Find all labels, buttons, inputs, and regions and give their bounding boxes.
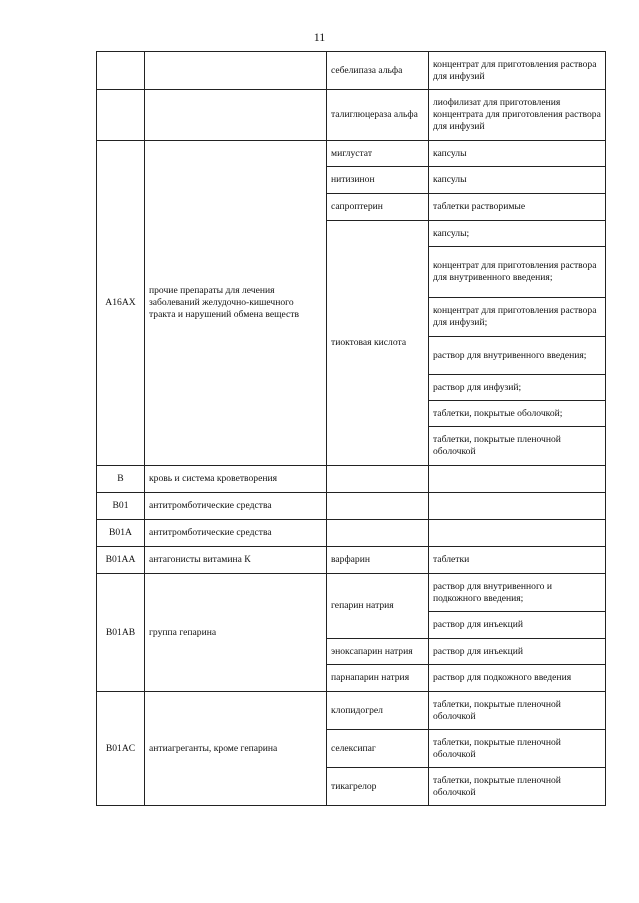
form-cell: раствор для инъекций: [429, 612, 606, 639]
form-cell: раствор для инфузий;: [429, 375, 606, 401]
form-cell: [429, 520, 606, 547]
table-row: [97, 90, 606, 141]
drug-cell: клопидогрел: [327, 692, 429, 730]
drug-cell: тиоктовая кислота: [327, 221, 429, 466]
form-cell: таблетки, покрытые пленочной оболочкой: [429, 692, 606, 730]
drug-cell: нитизинон: [327, 167, 429, 194]
drug-cell: [327, 493, 429, 520]
group-cell: группа гепарина: [145, 574, 327, 692]
code-cell: B01A: [97, 520, 145, 547]
form-cell: таблетки: [429, 547, 606, 574]
group-cell: антитромботические средства: [145, 493, 327, 520]
form-cell: капсулы: [429, 167, 606, 194]
form-cell: [429, 466, 606, 493]
table-row: [97, 547, 606, 574]
code-cell: [97, 52, 145, 90]
form-cell: таблетки, покрытые пленочной оболочкой: [429, 768, 606, 806]
code-cell: B01: [97, 493, 145, 520]
form-cell: капсулы: [429, 141, 606, 167]
form-cell: таблетки растворимые: [429, 194, 606, 221]
drug-cell: гепарин натрия: [327, 574, 429, 639]
form-cell: раствор для подкожного введения: [429, 665, 606, 692]
form-cell: лиофилизат для приготовления концентрата для приготовления раствора для инфузий: [429, 90, 606, 141]
form-cell: раствор для внутривенного введения;: [429, 337, 606, 375]
drug-cell: талиглюцераза альфа: [327, 90, 429, 141]
drug-cell: эноксапарин натрия: [327, 639, 429, 665]
drug-cell: парнапарин натрия: [327, 665, 429, 692]
table-row: [97, 493, 606, 520]
group-cell: прочие препараты для лечения заболеваний желудочно-кишечного тракта и нарушений обмена веществ: [145, 141, 327, 466]
drug-cell: сапроптерин: [327, 194, 429, 221]
code-cell: B01AA: [97, 547, 145, 574]
group-cell: антиагреганты, кроме гепарина: [145, 692, 327, 806]
code-cell: B01AB: [97, 574, 145, 692]
drug-cell: тикагрелор: [327, 768, 429, 806]
page-number: 11: [313, 30, 326, 44]
form-cell: таблетки, покрытые пленочной оболочкой: [429, 427, 606, 466]
code-cell: [97, 90, 145, 141]
drug-cell: [327, 466, 429, 493]
group-cell: кровь и система кроветворения: [145, 466, 327, 493]
table-row: [97, 692, 606, 730]
table-row: [97, 520, 606, 547]
code-cell: B01AC: [97, 692, 145, 806]
group-cell: антитромботические средства: [145, 520, 327, 547]
form-cell: [429, 493, 606, 520]
table-row: [97, 52, 606, 90]
table-row: [97, 466, 606, 493]
form-cell: таблетки, покрытые оболочкой;: [429, 401, 606, 427]
drug-cell: варфарин: [327, 547, 429, 574]
table-row: [97, 141, 606, 167]
drug-cell: себелипаза альфа: [327, 52, 429, 90]
drug-cell: миглустат: [327, 141, 429, 167]
form-cell: раствор для внутривенного и подкожного введения;: [429, 574, 606, 612]
form-cell: капсулы;: [429, 221, 606, 247]
form-cell: концентрат для приготовления раствора для внутривенного введения;: [429, 247, 606, 298]
code-cell: B: [97, 466, 145, 493]
group-cell: [145, 52, 327, 90]
code-cell: A16AX: [97, 141, 145, 466]
form-cell: концентрат для приготовления раствора для инфузий: [429, 52, 606, 90]
form-cell: таблетки, покрытые пленочной оболочкой: [429, 730, 606, 768]
drug-table: [96, 51, 606, 806]
table-row: [97, 574, 606, 612]
drug-cell: селексипаг: [327, 730, 429, 768]
group-cell: [145, 90, 327, 141]
group-cell: антагонисты витамина К: [145, 547, 327, 574]
form-cell: раствор для инъекций: [429, 639, 606, 665]
drug-cell: [327, 520, 429, 547]
form-cell: концентрат для приготовления раствора для инфузий;: [429, 298, 606, 337]
